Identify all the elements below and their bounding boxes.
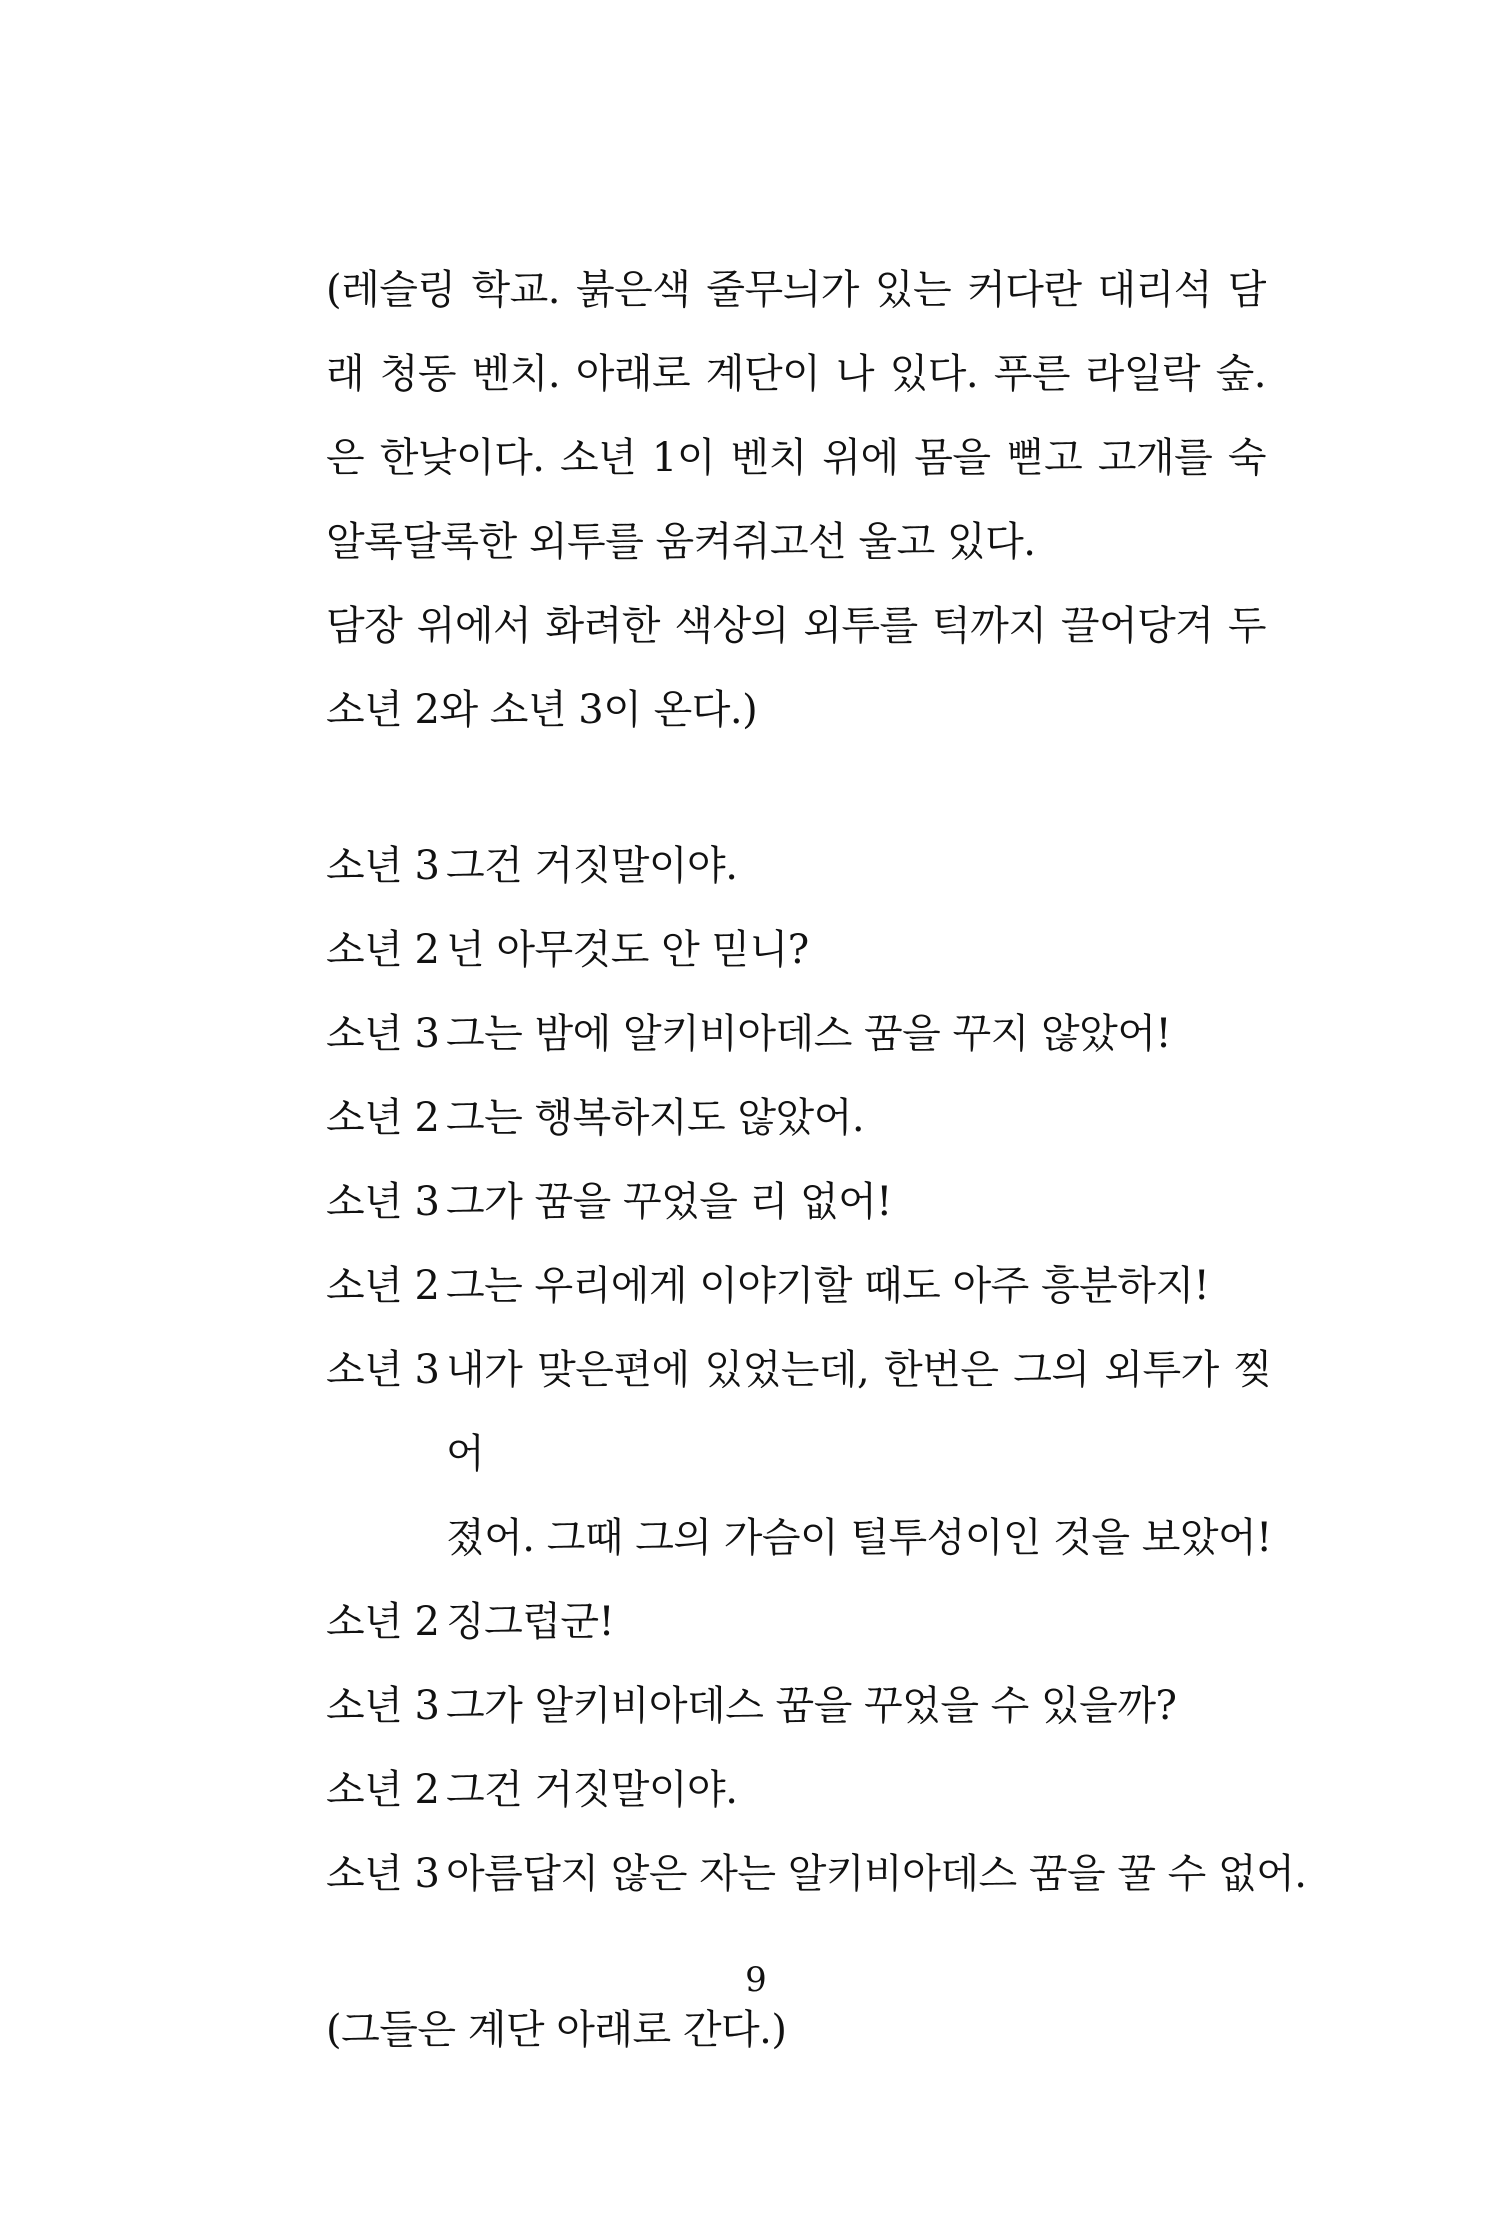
dialogue-line (326, 908, 1266, 992)
section-gap (326, 752, 1266, 824)
dialogue-line (326, 1580, 1266, 1664)
dialogue-line (326, 1244, 1266, 1328)
stage-direction-intro (326, 248, 1266, 752)
speaker-name: 소년 2 (326, 1095, 440, 1141)
dialogue-line (326, 1160, 1266, 1244)
speech-text: 그건 거짓말이야. (446, 1767, 738, 1813)
speaker-name: 소년 3 (326, 1347, 440, 1393)
speech-text: 그가 알키비아데스 꿈을 꾸었을 수 있을까? (446, 1683, 1177, 1729)
dialogue-line (326, 1328, 1272, 1580)
stage-direction-line: 소년 2와 소년 3이 온다.) (326, 687, 758, 733)
stage-direction-outro: (그들은 계단 아래로 간다.) (326, 2007, 787, 2053)
stage-direction-line: 은 한낮이다. 소년 1이 벤치 위에 몸을 뻗고 고개를 숙 (326, 435, 1266, 481)
dialogue-line (326, 1748, 1266, 1832)
speaker-name: 소년 3 (326, 1179, 440, 1225)
speech-text: 그는 밤에 알키비아데스 꿈을 꾸지 않았어! (446, 1011, 1172, 1057)
dialogue-line (326, 992, 1266, 1076)
speech-text: 그는 행복하지도 않았어. (446, 1095, 865, 1141)
dialogue-line (326, 1832, 1307, 1916)
speaker-name: 소년 2 (326, 1263, 440, 1309)
dialogue-line (326, 1076, 1266, 1160)
stage-direction-line: (레슬링 학교. 붉은색 줄무늬가 있는 커다란 대리석 담 (326, 267, 1266, 313)
dialogue-block (326, 824, 1307, 1916)
speaker-name: 소년 3 (326, 1683, 440, 1729)
stage-direction-line: 래 청동 벤치. 아래로 계단이 나 있다. 푸른 라일락 숲. (326, 351, 1266, 397)
speech-text: 징그럽군! (446, 1599, 615, 1645)
dialogue-line (326, 1664, 1266, 1748)
speaker-name: 소년 2 (326, 927, 440, 973)
speech-text: 내가 맞은편에 있었는데, 한번은 그의 외투가 찢어 졌어. 그때 그의 가슴이 털투성이인 것을 보았어! (446, 1347, 1272, 1561)
speech-text: 그건 거짓말이야. (446, 843, 738, 889)
page-number: 9 (745, 1960, 767, 2000)
speaker-name: 소년 2 (326, 1767, 440, 1813)
speech-text: 그는 우리에게 이야기할 때도 아주 흥분하지! (446, 1263, 1210, 1309)
speaker-name: 소년 2 (326, 1599, 440, 1645)
speech-text: 넌 아무것도 안 믿니? (446, 927, 809, 973)
speaker-name: 소년 3 (326, 1851, 440, 1897)
dialogue-line (326, 824, 1266, 908)
speech-text: 아름답지 않은 자는 알키비아데스 꿈을 꿀 수 없어. (446, 1851, 1307, 1897)
speech-text: 그가 꿈을 꾸었을 리 없어! (446, 1179, 892, 1225)
text-column (326, 248, 1307, 2072)
stage-direction-line: 알록달록한 외투를 움켜쥐고선 울고 있다. (326, 519, 1036, 565)
speaker-name: 소년 3 (326, 843, 440, 889)
speaker-name: 소년 3 (326, 1011, 440, 1057)
stage-direction-line: 담장 위에서 화려한 색상의 외투를 턱까지 끌어당겨 두 (326, 603, 1266, 649)
